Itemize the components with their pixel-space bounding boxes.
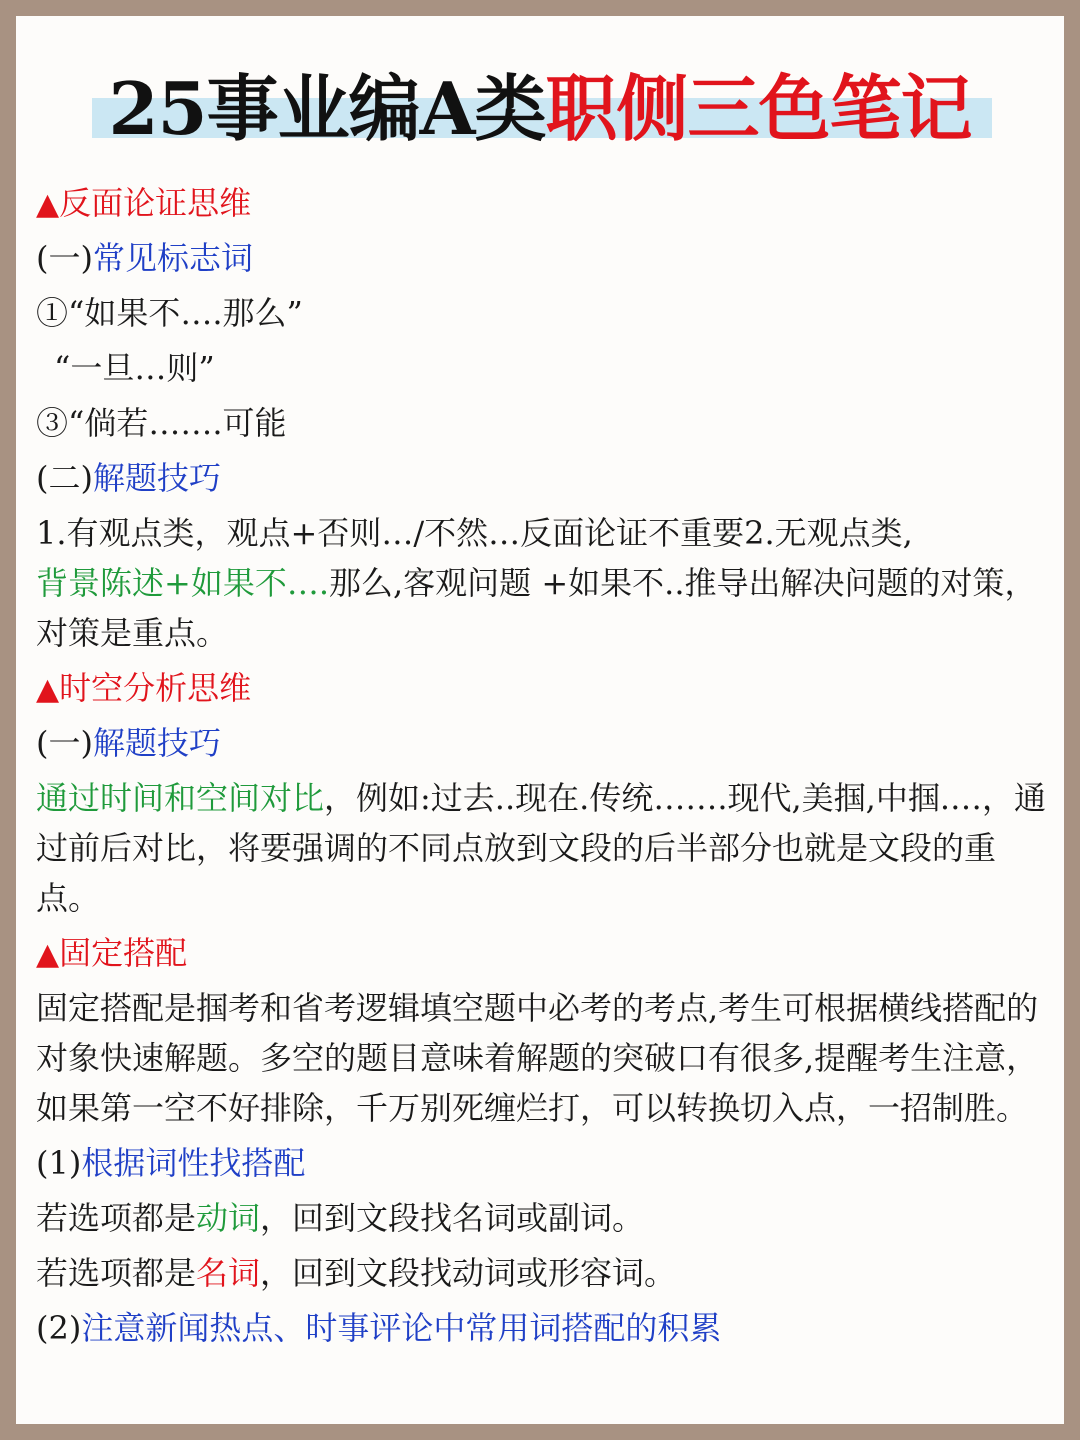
section-title: 固定搭配 [59,934,188,972]
note-content [36,176,1046,1356]
rule-text: 若选项都是 [36,1254,197,1292]
subheading-label: 根据词性找搭配 [81,1144,306,1182]
paragraph-text: 那么,客观问题 +如果不..推导出解决问题的对策，对策是重点。 [36,564,1037,652]
section-heading [36,661,1046,716]
rule-text: ，回到文段找名词或副词。 [260,1199,645,1237]
rule-keyword: 名词 [196,1254,261,1292]
subheading [36,716,1046,771]
subheading-prefix: (一) [36,239,93,277]
section-heading [36,926,1046,981]
paragraph-text: 1.有观点类，观点+否则…/不然…反面论证不重要2.无观点类, [36,514,913,552]
note-page [16,16,1064,1424]
paragraph: 固定搭配是掴考和省考逻辑填空题中必考的考点,考生可根据横线搭配的对象快速解题。多空的题目意味着解题的突破口有很多,提醒考生注意，如果第一空不好排除，千万别死缠烂打，可以转换切入点，一招制胜。 [36,989,1039,1127]
rule-text: ，回到文段找动词或形容词。 [260,1254,677,1292]
page-title [108,64,971,154]
triangle-icon: ▲ [36,187,60,222]
paragraph-green-text: 通过时间和空间对比 [36,779,325,817]
title-black-part: 25事业编A类 [108,66,546,151]
title-red-part: 职侧三色笔记 [545,66,972,151]
paragraph-text: ，例如:过去..现在.传统…….现代,美掴,中掴.…，通过前后对比，将要强调的不同点放到文段的后半部分也就是文段的重点。 [36,779,1047,917]
section-title: 时空分析思维 [59,669,252,707]
section-heading [36,176,1046,231]
subheading-label: 解题技巧 [92,459,221,497]
list-item: “一旦…则” [54,349,215,387]
subheading-prefix: (一) [36,724,93,762]
paragraph-green-text: 背景陈述+如果不…. [36,564,329,602]
paragraph [36,773,1046,923]
rule-keyword: 动词 [196,1199,261,1237]
subheading [36,451,1046,506]
subheading-prefix: (1) [36,1144,82,1182]
subheading-label: 解题技巧 [92,724,221,762]
triangle-icon: ▲ [36,937,60,972]
subheading-label: 常见标志词 [92,239,253,277]
subheading-prefix: (二) [36,459,93,497]
subheading-label: 注意新闻热点、时事评论中常用词搭配的积累 [81,1309,722,1347]
subheading [36,231,1046,286]
subheading [36,1301,1046,1356]
list-item: ①“如果不….那么” [36,294,303,332]
triangle-icon: ▲ [36,672,60,707]
rule-line [36,1246,1046,1301]
rule-line [36,1191,1046,1246]
subheading [36,1136,1046,1191]
section-title: 反面论证思维 [59,184,252,222]
list-item: ③“倘若…….可能 [36,404,287,442]
subheading-prefix: (2) [36,1309,82,1347]
rule-text: 若选项都是 [36,1199,197,1237]
paragraph [36,508,1046,658]
